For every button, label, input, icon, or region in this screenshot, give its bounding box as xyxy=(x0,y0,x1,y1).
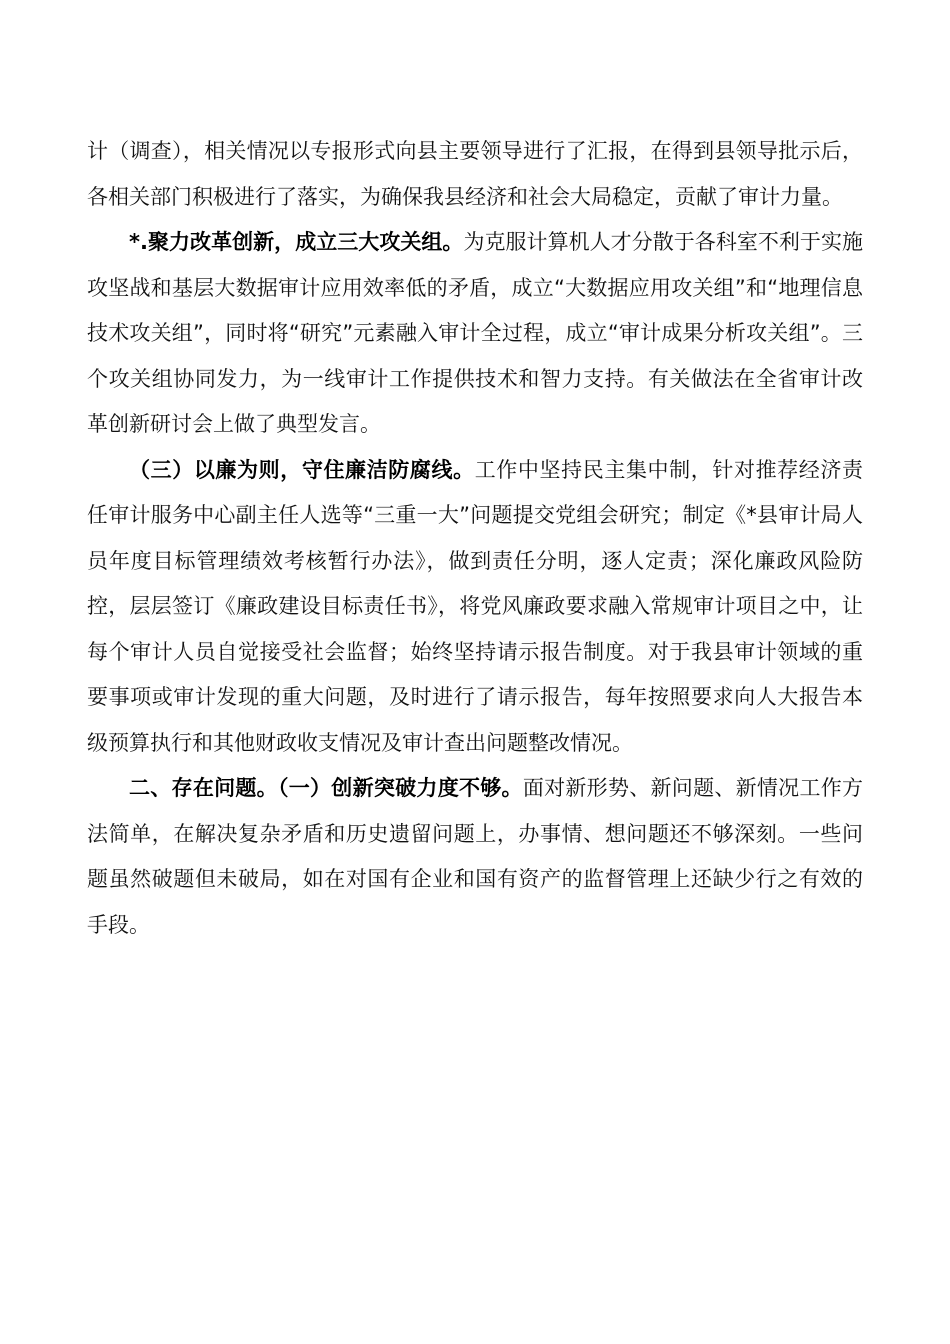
paragraph-4-text: 面对新形势、新问题、新情况工作方法简单，在解决复杂矛盾和历史遗留问题上，办事情、想问题还不够深刻。一些问题虽然破题但未破局，如在对国有企业和国有资产的监督管理上还缺少行之有效的手段。 xyxy=(87,776,864,937)
paragraph-3-heading: （三）以廉为则，守住廉洁防腐线。 xyxy=(129,457,475,482)
section-heading: 二、存在问题。 xyxy=(129,776,278,800)
paragraph-4 xyxy=(87,766,863,948)
paragraph-2-text: 为克服计算机人才分散于各科室不利于实施攻坚战和基层大数据审计应用效率低的矛盾，成立“大数据应用攻关组”和“地理信息技术攻关组”，同时将“研究”元素融入审计全过程，成立“审计成果分析攻关组”。三个攻关组协同发力，为一线审计工作提供技术和智力支持。有关做法在全省审计改革创新研讨会上做了典型发言。 xyxy=(87,230,863,436)
paragraph-2-heading: *.聚力改革创新，成立三大攻关组。 xyxy=(129,230,464,254)
subsection-heading: （一）创新突破力度不够。 xyxy=(277,776,523,800)
document-body xyxy=(87,129,863,948)
paragraph-1-text: 计（调查），相关情况以专报形式向县主要领导进行了汇报，在得到县领导批示后，各相关部门积极进行了落实，为确保我县经济和社会大局稳定，贡献了审计力量。 xyxy=(87,139,863,209)
paragraph-2 xyxy=(87,220,863,448)
paragraph-3-text: 工作中坚持民主集中制，针对推荐经济责任审计服务中心副主任人选等“三重一大”问题提交党组会研究；制定《*县审计局人员年度目标管理绩效考核暂行办法》，做到责任分明，逐人定责；深化廉政风险防控，层层签订《廉政建设目标责任书》，将党风廉政要求融入常规审计项目之中，让每个审计人员自觉接受社会监督；始终坚持请示报告制度。对于我县审计领域的重要事项或审计发现的重大问题，及时进行了请示报告，每年按照要求向人大报告本级预算执行和其他财政收支情况及审计查出问题整改情况。 xyxy=(87,457,864,755)
paragraph-1 xyxy=(87,129,863,220)
paragraph-3 xyxy=(87,448,863,767)
